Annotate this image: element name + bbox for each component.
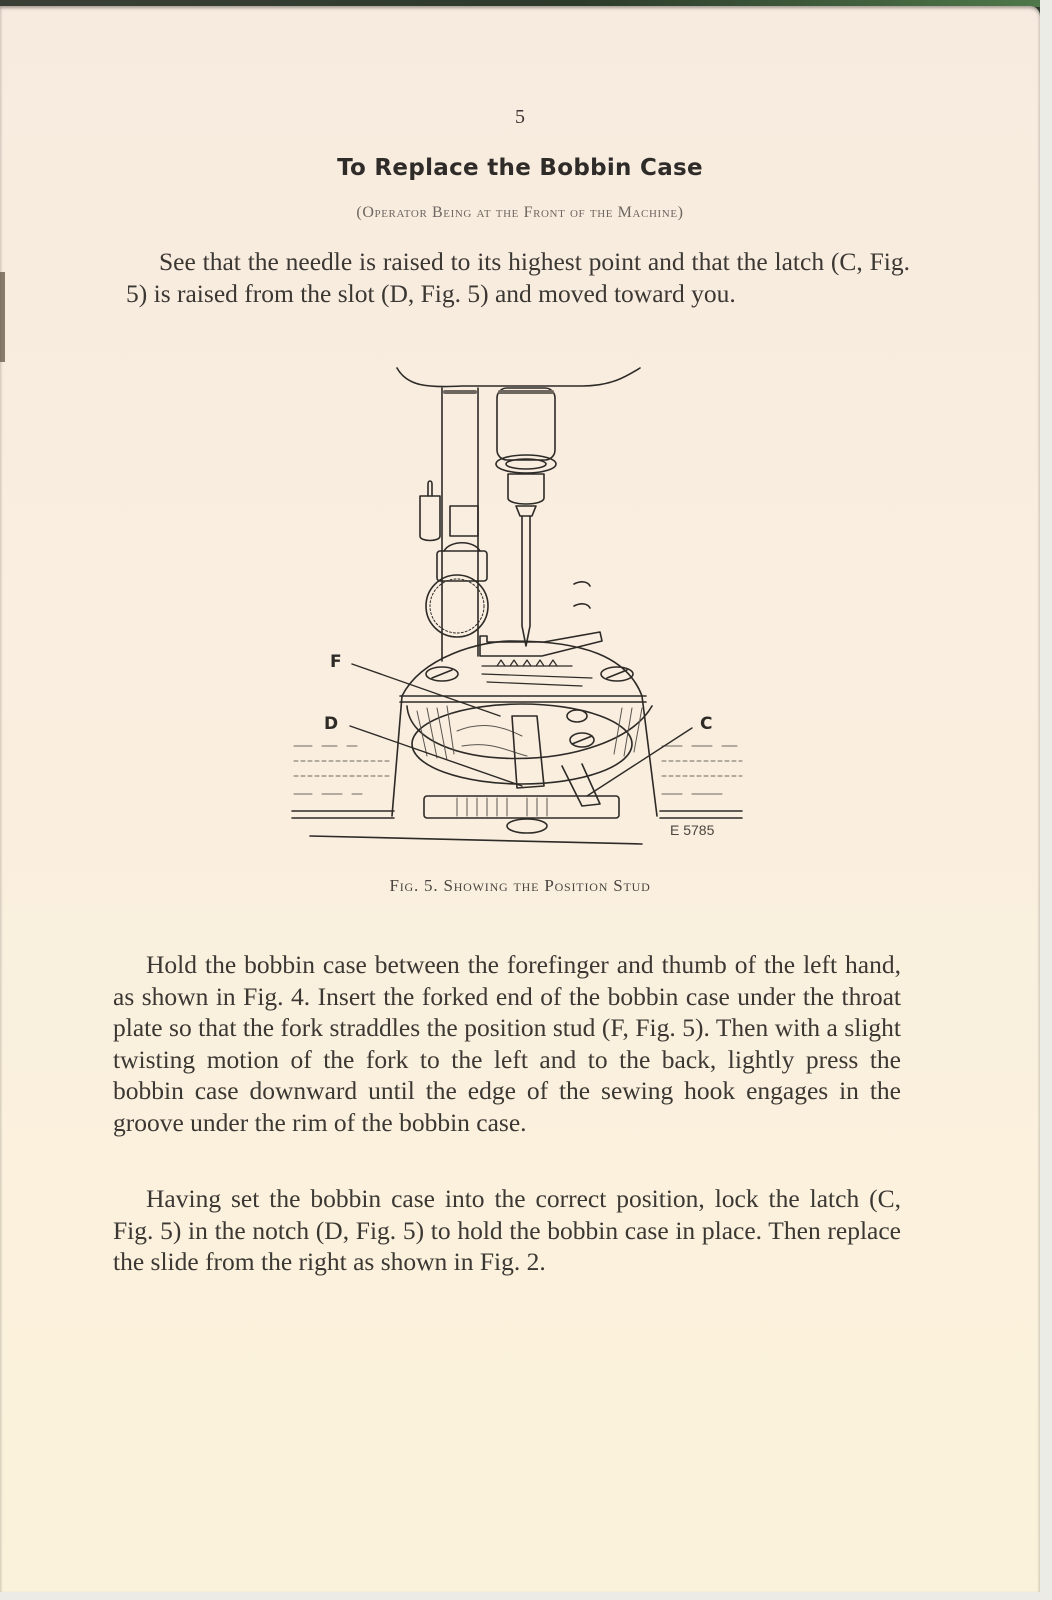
figure-caption: Fig. 5. Showing the Position Stud [389,876,651,895]
section-subtitle: (Operator Being at the Front of the Machine) [356,204,684,221]
section-title: To Replace the Bobbin Case [337,155,703,181]
page-number: 5 [515,106,525,128]
paragraph-lock: Having set the bobbin case into the correct position, lock the latch (C, Fig. 5) in the notch (D, Fig. 5) to hold the bobbin case in place. Then replace the slide from the right as shown in Fig. 2. [113,1184,901,1276]
paragraph-intro: See that the needle is raised to its highest point and that the latch (C, Fig. 5) is raised from the slot (D, Fig. 5) and moved toward you. [126,247,910,308]
binding-mark [0,272,5,362]
figure-code: E 5785 [670,822,715,838]
figure-label-c: C [700,714,713,734]
page-bottom-edge [0,1592,1052,1600]
figure-label-f: F [330,652,342,672]
document-page [0,6,1040,1592]
figure-5 [282,356,752,846]
sewing-machine-illustration [282,356,752,846]
page-right-edge [1040,0,1052,1600]
paragraph-insert: Hold the bobbin case between the forefinger and thumb of the left hand, as shown in Fig. 4. Insert the forked end of the bobbin case under the throat plate so that the fork straddles the position stud (F, Fig. 5). Then with a slight twisting motion of the fork to the left and to the back, lightly press the bobbin case downward until the edge of the sewing hook engages in the groove under the rim of the bobbin case. [113,950,901,1137]
figure-label-d: D [324,714,339,734]
